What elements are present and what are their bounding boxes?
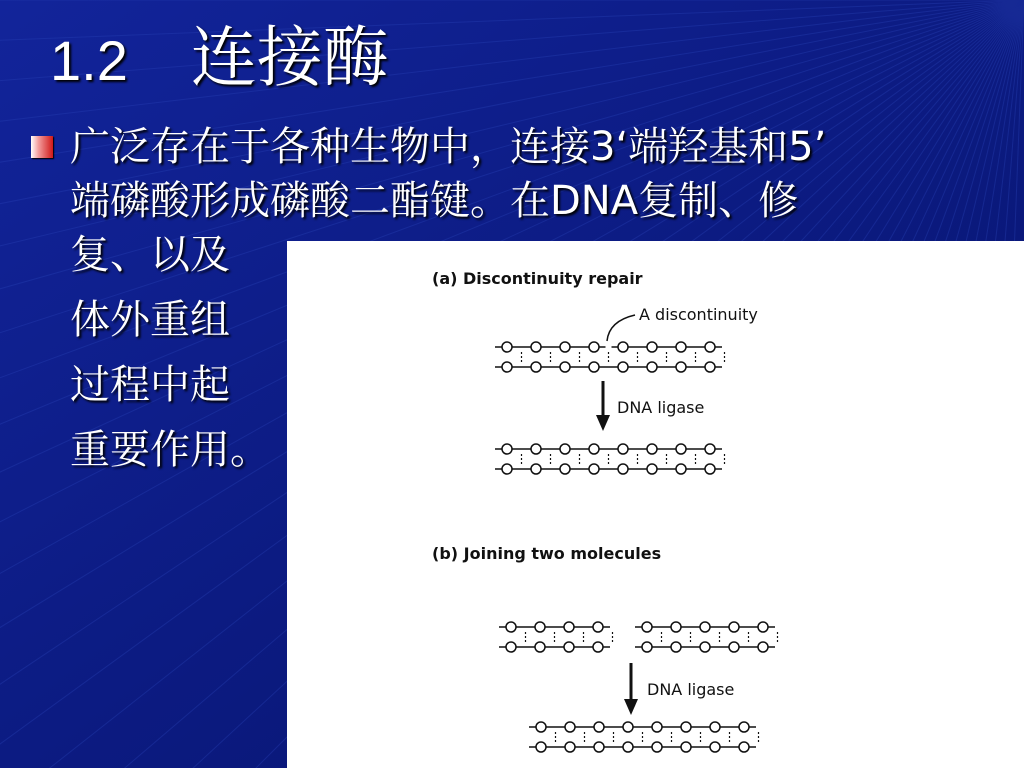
- bullet-square-icon: [31, 136, 53, 158]
- body-line-6: 重要作用。: [70, 427, 270, 473]
- dna-duplex-nicked: [495, 342, 725, 372]
- body-line-2: 端磷酸形成磷酸二酯键。在DNA复制、修: [70, 178, 799, 224]
- discontinuity-callout: A discontinuity: [639, 305, 758, 324]
- callout-line: [607, 315, 635, 341]
- body-line-3: 复、以及: [70, 232, 230, 278]
- dna-duplex-repaired: [495, 444, 725, 474]
- ligase-diagram: [287, 241, 1024, 768]
- dna-duplex-joined: [529, 722, 759, 752]
- arrow-a-icon: [596, 381, 610, 431]
- panel-b-label: (b) Joining two molecules: [432, 544, 662, 563]
- body-line-4: 体外重组: [70, 297, 230, 343]
- body-line-5: 过程中起: [70, 362, 230, 408]
- ligase-figure: [287, 241, 1024, 768]
- dna-molecule-left: [499, 622, 613, 652]
- body-line-1: 广泛存在于各种生物中，连接3‘端羟基和5’: [70, 124, 827, 170]
- dna-molecule-right: [635, 622, 778, 652]
- panel-a-label: (a) Discontinuity repair: [432, 269, 643, 288]
- arrow-b-icon: [624, 663, 638, 715]
- ligase-label-b: DNA ligase: [647, 680, 735, 699]
- ligase-label-a: DNA ligase: [617, 398, 705, 417]
- title-number: 1.2: [50, 29, 128, 92]
- title-text: 连接酶: [190, 19, 389, 96]
- slide-title: [50, 18, 389, 97]
